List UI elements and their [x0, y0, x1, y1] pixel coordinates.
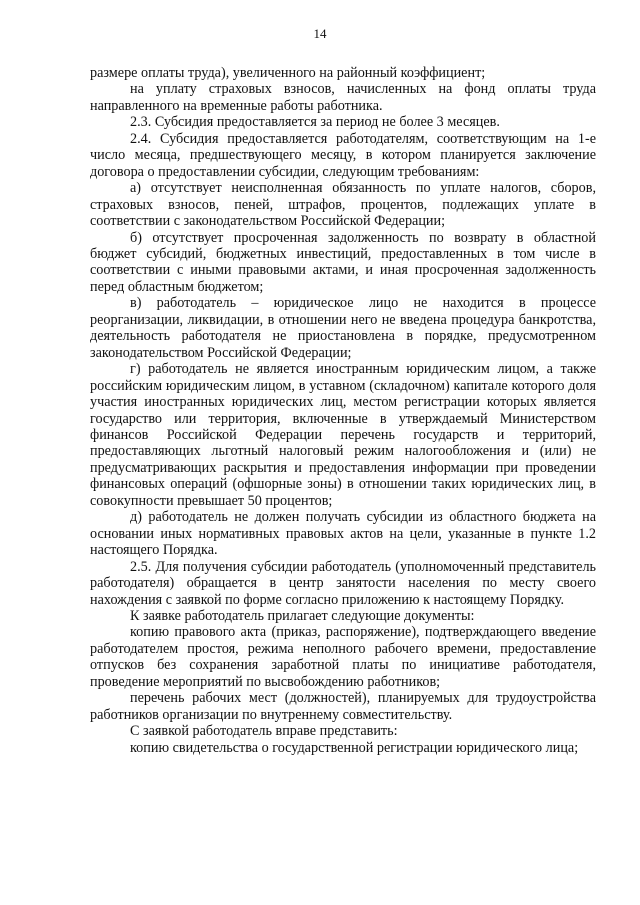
paragraph: копию свидетельства о государственной регистрации юридического лица;	[130, 739, 579, 756]
paragraph: на уплату страховых взносов, начисленных на фонд оплаты труда направленного на временные работы работника.	[90, 81, 596, 114]
paragraph: а) отсутствует неисполненная обязанность по уплате налогов, сборов, страховых взносов, пеней, штрафов, процентов, подлежащих уплате в соответствии с законодательством Российской Федерации;	[90, 180, 596, 230]
paragraph: д) работодатель не должен получать субсидии из областного бюджета на основании иных нормативных правовых актов на цели, указанные в пункте 1.2 настоящего Порядка.	[90, 509, 596, 559]
page-number: 14	[313, 26, 327, 41]
paragraph: С заявкой работодатель вправе представить:	[130, 723, 398, 740]
paragraph: 2.5. Для получения субсидии работодатель (уполномоченный представитель работодателя) обращается в центр занятости населения по месту своего нахождения с заявкой по форме согласно приложению к настоящему Порядку.	[90, 558, 596, 608]
paragraph: копию правового акта (приказ, распоряжение), подтверждающего введение работодателем простоя, режима неполного рабочего времени, предоставление отпусков без сохранения заработной платы по инициативе работодателя, проведение мероприятий по высвобождению работников;	[90, 624, 596, 690]
paragraph: г) работодатель не является иностранным юридическим лицом, а также российским юридическим лицом, в уставном (складочном) капитале которого доля участия иностранных юридических лиц, местом регистрации которых является государство или территория, включенные в утверждаемый Министерством финансов Российской Федерации перечень государств и территорий, предоставляющих льготный налоговый режим налогообложения и (или) не предусматривающих раскрытия и предоставления информации при проведении финансовых операций (офшорные зоны) в отношении таких юридических лиц, в совокупности превышает 50 процентов;	[90, 361, 596, 509]
paragraph: перечень рабочих мест (должностей), планируемых для трудоустройства работников организации по внутреннему совместительству.	[90, 690, 596, 723]
paragraph: 2.3. Субсидия предоставляется за период не более 3 месяцев.	[130, 114, 500, 131]
paragraph: 2.4. Субсидия предоставляется работодателям, соответствующим на 1-е число месяца, предшествующего месяцу, в котором планируется заключение договора о предоставлении субсидии, следующим требованиям:	[90, 130, 596, 180]
document-body	[90, 65, 596, 756]
paragraph: в) работодатель – юридическое лицо не находится в процессе реорганизации, ликвидации, в отношении него не введена процедура банкротства, деятельность работодателя не приостановлена в порядке, предусмотренном законодательством Российской Федерации;	[90, 295, 596, 361]
paragraph: б) отсутствует просроченная задолженность по возврату в областной бюджет субсидий, бюджетных инвестиций, предоставленных в том числе в соответствии с иными правовыми актами, и иная просроченная задолженность перед областным бюджетом;	[90, 229, 596, 295]
paragraph: размере оплаты труда), увеличенного на районный коэффициент;	[90, 65, 486, 81]
paragraph: К заявке работодатель прилагает следующие документы:	[130, 607, 475, 624]
